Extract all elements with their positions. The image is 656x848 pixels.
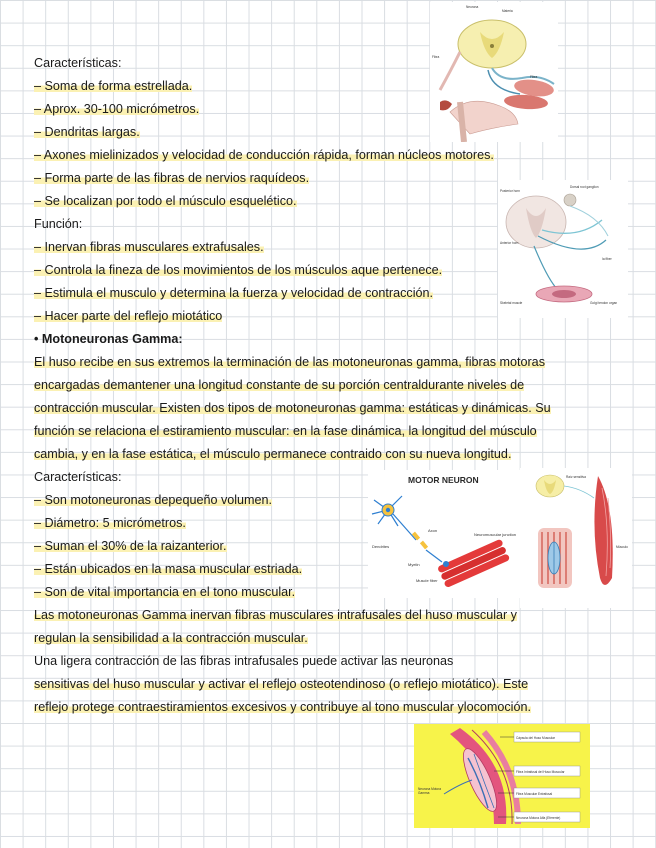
myelin-label: Myelin bbox=[408, 562, 420, 567]
svg-text:Neurona Motora Alfa (Eferente): Neurona Motora Alfa (Eferente) bbox=[516, 816, 561, 820]
svg-text:Fibra Intrafusal del Huso Musc: Fibra Intrafusal del Huso Muscular bbox=[516, 770, 565, 774]
svg-text:Neurona: Neurona bbox=[466, 5, 479, 9]
text-line: sensitivas del huso muscular y activar el reflejo osteotendinoso (o reflejo miotático). Este bbox=[34, 677, 529, 691]
text-line: Función: bbox=[34, 217, 83, 231]
text-line: – Inervan fibras musculares extrafusales. bbox=[34, 240, 264, 254]
text-line: El huso recibe en sus extremos la terminación de las motoneuronas gamma, fibras motoras bbox=[34, 355, 545, 369]
svg-text:Anterior horn: Anterior horn bbox=[500, 241, 519, 245]
text-line: – Son de vital importancia en el tono muscular. bbox=[34, 585, 296, 599]
text-line: contracción muscular. Existen dos tipos de motoneuronas gamma: estáticas y dinámicas. Su bbox=[34, 401, 551, 415]
text-line: – Controla la fineza de los movimientos de los músculos aque pertenece. bbox=[34, 263, 443, 277]
svg-text:Fibra: Fibra bbox=[432, 55, 440, 59]
svg-text:Dorsal root ganglion: Dorsal root ganglion bbox=[570, 185, 599, 189]
motor-neuron-figure bbox=[368, 470, 520, 598]
svg-text:Ia fiber: Ia fiber bbox=[602, 257, 612, 261]
svg-text:Skeletal muscle: Skeletal muscle bbox=[500, 301, 523, 305]
text-line: Una ligera contracción de las fibras intrafusales puede activar las neuronas bbox=[34, 654, 454, 668]
text-line: – Están ubicados en la masa muscular estriada. bbox=[34, 562, 303, 576]
text-line: – Dendritas largas. bbox=[34, 125, 140, 139]
text-line: encargadas demantener una longitud constante de su porción centraldurante niveles de bbox=[34, 378, 525, 392]
text-line: Características: bbox=[34, 56, 122, 70]
svg-text:Raíz sensitiva: Raíz sensitiva bbox=[566, 475, 586, 479]
reflex-arc-figure bbox=[498, 180, 628, 318]
nmj-label: Neuromuscular junction bbox=[474, 532, 517, 537]
text-line: – Hacer parte del reflejo miotático bbox=[34, 309, 223, 323]
svg-text:Golgi tendon organ: Golgi tendon organ bbox=[590, 301, 618, 305]
svg-text:Materia: Materia bbox=[502, 9, 513, 13]
muscle-spindle-detail-figure bbox=[414, 724, 590, 828]
text-line: – Suman el 30% de la raizanterior. bbox=[34, 539, 227, 553]
svg-text:Neurona Motora: Neurona Motora bbox=[418, 787, 442, 791]
text-line: – Soma de forma estrellada. bbox=[34, 79, 193, 93]
svg-text:Gamma: Gamma bbox=[418, 791, 430, 795]
muscle-fiber-label: Muscle fiber bbox=[416, 578, 438, 583]
dendrites-label: Dendrites bbox=[372, 544, 390, 549]
text-line: cambia, y en la fase estática, el músculo permanece contraido con su nueva longitud. bbox=[34, 447, 512, 461]
svg-text:Cápsula del Huso Muscular: Cápsula del Huso Muscular bbox=[516, 736, 555, 740]
text-line: Las motoneuronas Gamma inervan fibras musculares intrafusales del huso muscular y bbox=[34, 608, 517, 622]
text-line: función se relaciona el estiramiento muscular: en la fase dinámica, la longitud del músculo bbox=[34, 424, 537, 438]
text-line: – Son motoneuronas depequeño volumen. bbox=[34, 493, 273, 507]
text-line: regulan la sensibilidad a la contracción muscular. bbox=[34, 631, 308, 645]
svg-text:Posterior horn: Posterior horn bbox=[500, 189, 521, 193]
spinal-cord-figure bbox=[430, 2, 558, 142]
text-line: – Diámetro: 5 micrómetros. bbox=[34, 516, 186, 530]
section-heading: • Motoneuronas Gamma: bbox=[34, 332, 183, 346]
text-line: reflejo protege contraestiramientos excesivos y contribuye al tono muscular ylocomoción. bbox=[34, 700, 531, 714]
motor-neuron-title: MOTOR NEURON bbox=[408, 475, 479, 485]
muscle-spindle-figure bbox=[520, 468, 632, 608]
text-line: – Estimula el musculo y determina la fuerza y velocidad de contracción. bbox=[34, 286, 433, 300]
text-line: – Aprox. 30-100 micrómetros. bbox=[34, 102, 200, 116]
text-line: – Se localizan por todo el músculo esquelético. bbox=[34, 194, 297, 208]
svg-text:Fibra Muscular Extrafusal: Fibra Muscular Extrafusal bbox=[516, 792, 553, 796]
axon-label: Axon bbox=[428, 528, 438, 533]
text-line: – Forma parte de las fibras de nervios raquídeos. bbox=[34, 171, 310, 185]
text-line: Características: bbox=[34, 470, 122, 484]
svg-text:Fibra: Fibra bbox=[530, 75, 538, 79]
svg-text:Músculo: Músculo bbox=[616, 545, 628, 549]
text-line: – Axones mielinizados y velocidad de conducción rápida, forman núcleos motores. bbox=[34, 148, 494, 162]
